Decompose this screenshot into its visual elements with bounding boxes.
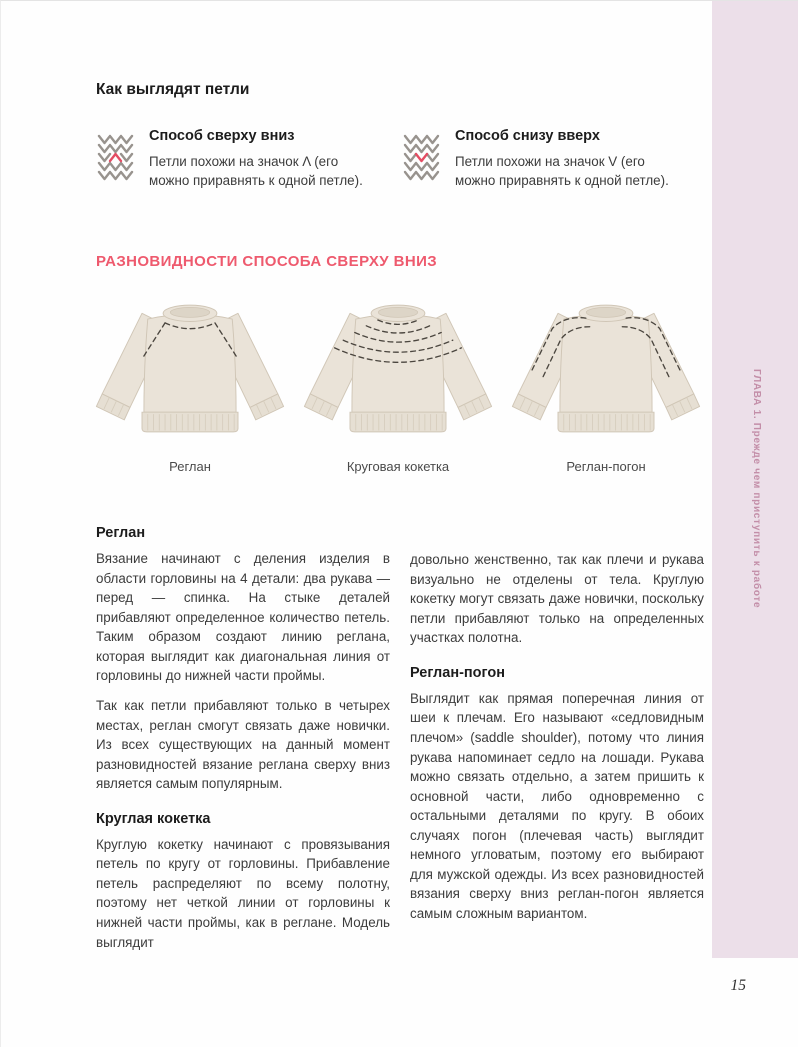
method-title: Способ снизу вверх	[455, 128, 600, 144]
article-columns	[96, 525, 704, 962]
figure-label-circular-yoke: Круговая кокетка	[346, 459, 450, 474]
v-stitch-mark	[416, 154, 427, 161]
figure-saddle-shoulder	[505, 297, 707, 474]
saddle-shoulder-sweater-illustration	[505, 297, 707, 441]
loops-section-heading: Как выглядят петли	[96, 81, 250, 98]
paragraph-continuation: довольно женственно, так как плечи и рукава визуально не отделены от тела. Круглую кокетку могут связать даже новички, поскольку петли прибавляют только на определенных участках полотна.	[410, 552, 704, 646]
varieties-section-heading: РАЗНОВИДНОСТИ СПОСОБА СВЕРХУ ВНИЗ	[96, 253, 438, 270]
paragraph: Вязание начинают с деления изделия в области горловины на 4 детали: два рукава — перед — спинка. На стыке деталей прибавляют определенное количество петель. Таким образом создают линию реглана, которая выглядит как диагональная линия от горловины до нижней части проймы.	[96, 551, 390, 684]
sweater-figures-row	[89, 297, 707, 474]
paragraph: Выглядит как прямая поперечная линия от шеи к плечам. Его называют «седловидным плечом» (saddle shoulder), потому что линия рукава напоминает седло на лошади. Рукава можно связать отдельно, а затем пришить к основной части, либо одновременно с остальными деталями по кругу. В обоих случаях погон (плечевая часть) выглядит немного угловатым, поэтому его выбирают для мужской одежды. Из всех разновидностей вязания сверху вниз реглан-погон является самым сложным вариантом.	[410, 690, 704, 921]
chapter-tab-label: ГЛАВА 1. Прежде чем приступить к работе	[751, 369, 762, 609]
right-column	[410, 525, 704, 962]
circular-yoke-sweater-illustration	[297, 297, 499, 441]
method-title: Способ сверху вниз	[149, 128, 295, 144]
chapter-sidebar-strip	[712, 1, 798, 958]
knit-swatch-top-down-icon	[96, 131, 136, 183]
article-heading-saddle-shoulder: Реглан-погон	[410, 664, 505, 681]
methods-row	[96, 128, 708, 190]
figure-label-saddle-shoulder: Реглан-погон	[566, 459, 646, 474]
figure-circular-yoke	[297, 297, 499, 474]
method-text	[149, 128, 381, 190]
figure-label-raglan: Реглан	[169, 459, 211, 474]
method-description: Петли похожи на значок Λ (его можно приравнять к одной петле).	[149, 154, 363, 189]
article-heading-circular-yoke: Круглая кокетка	[96, 810, 211, 827]
figure-raglan	[89, 297, 291, 474]
method-text	[455, 128, 687, 190]
paragraph: Так как петли прибавляют только в четырех местах, реглан смогут связать даже новички. Из всех существующих на данный момент разновидностей вязание реглана сверху вниз является самым популярным.	[96, 697, 390, 792]
knit-swatch-bottom-up-icon	[402, 131, 442, 183]
page-number: 15	[730, 977, 746, 994]
raglan-sweater-illustration	[89, 297, 291, 441]
method-bottom-up	[402, 128, 708, 190]
left-column	[96, 525, 390, 962]
article-heading-raglan: Реглан	[96, 525, 146, 541]
paragraph: Круглую кокетку начинают с провязывания петель по кругу от горловины. Прибавление петель распределяют по всему полотну, поэтому нет четкой линии от горловины к нижней части проймы, как в реглане. Модель выглядит	[96, 836, 390, 950]
method-description: Петли похожи на значок V (его можно приравнять к одной петле).	[455, 154, 669, 189]
lambda-stitch-mark	[110, 154, 121, 161]
method-top-down	[96, 128, 402, 190]
